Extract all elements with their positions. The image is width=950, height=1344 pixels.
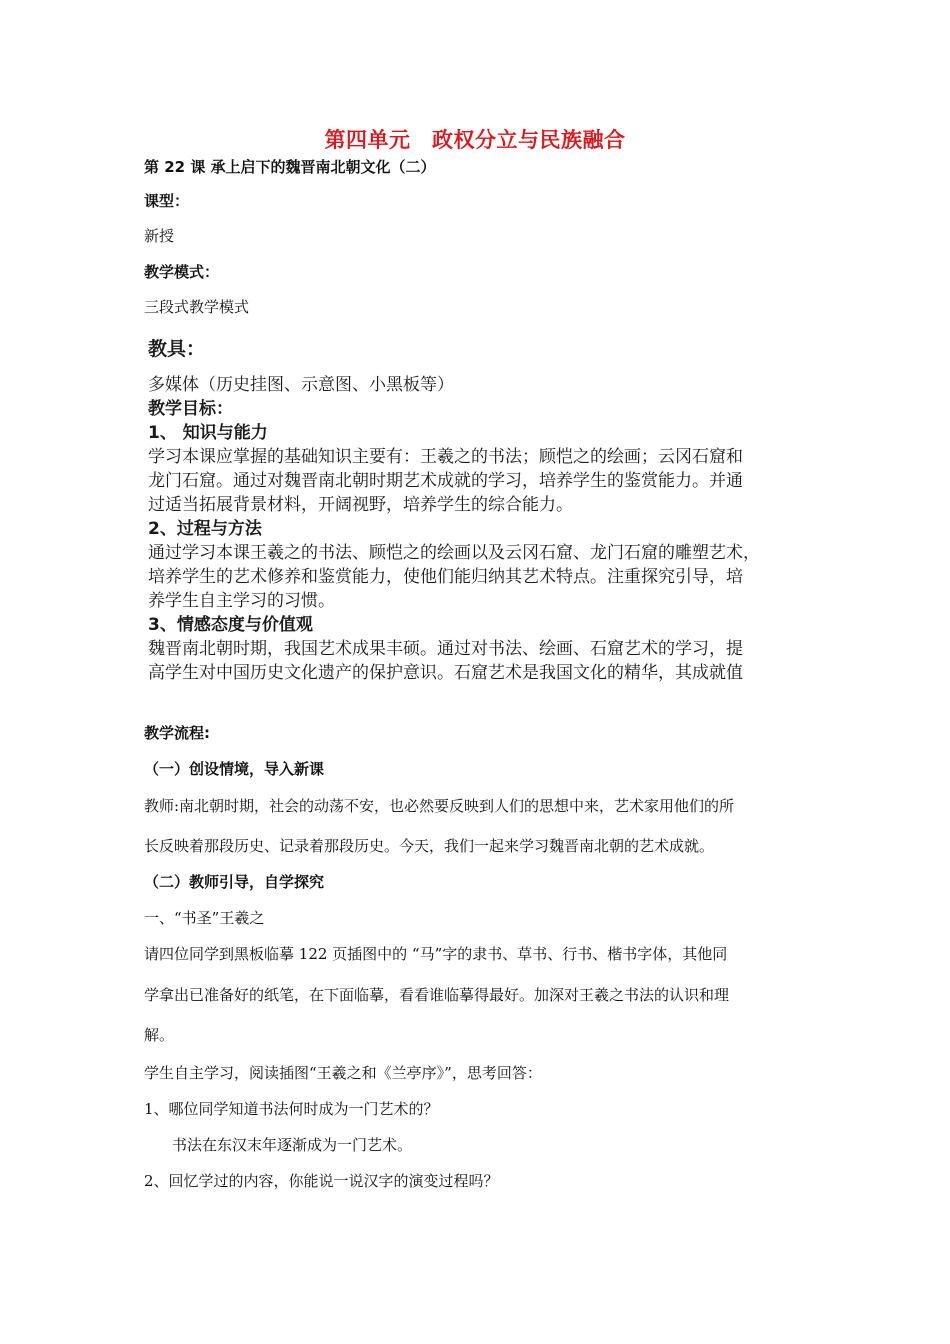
- goal1-line: 学习本课应掌握的基础知识主要有：王羲之的书法；顾恺之的绘画；云冈石窟和: [148, 447, 743, 467]
- goal1-line: 龙门石窟。通过对魏晋南北朝时期艺术成就的学习，培养学生的鉴赏能力。并通: [148, 471, 743, 491]
- task-paragraph-line: 请四位同学到黑板临摹 122 页插图中的 “马”字的隶书、草书、行书、楷书字体，其他同: [144, 945, 728, 963]
- unit-title: 第四单元 政权分立与民族融合: [324, 128, 626, 152]
- question-2: 2、回忆学过的内容，你能说一说汉字的演变过程吗？: [144, 1172, 499, 1190]
- question-1: 1、哪位同学知道书法何时成为一门艺术的？: [144, 1100, 439, 1118]
- goal2-line: 养学生自主学习的习惯。: [148, 591, 335, 611]
- step-1-heading: （一）创设情境，导入新课: [144, 760, 325, 778]
- task-paragraph-line: 解。: [144, 1026, 175, 1044]
- goal1-line: 过适当拓展背景材料，开阔视野，培养学生的综合能力。: [148, 495, 573, 515]
- goal2-line: 通过学习本课王羲之的书法、顾恺之的绘画以及云冈石窟、龙门石窟的雕塑艺术，: [148, 543, 760, 563]
- lesson-type-label: 课型：: [144, 192, 190, 210]
- task-paragraph-line: 学拿出已准备好的纸笔，在下面临摹，看看谁临摹得最好。加深对王羲之书法的认识和理: [144, 986, 730, 1004]
- goal2-heading: 2、过程与方法: [148, 519, 262, 539]
- answer-1: 书法在东汉末年逐渐成为一门艺术。: [172, 1136, 413, 1154]
- teaching-flow-label: 教学流程:: [144, 724, 210, 742]
- part-1-heading: 一、“书圣”王羲之: [144, 909, 265, 927]
- goal3-line: 高学生对中国历史文化遗产的保护意识。石窟艺术是我国文化的精华，其成就值: [148, 663, 743, 683]
- reading-instruction: 学生自主学习，阅读插图“王羲之和《兰亭序》”，思考回答：: [144, 1064, 542, 1082]
- teaching-tools-label: 教具：: [148, 338, 206, 360]
- goal3-heading: 3、情感态度与价值观: [148, 615, 313, 635]
- teacher-paragraph-line: 长反映着那段历史、记录着那段历史。今天，我们一起来学习魏晋南北朝的艺术成就。: [144, 837, 715, 855]
- lesson-title: 第 22 课 承上启下的魏晋南北朝文化（二）: [144, 158, 436, 176]
- step-2-heading: （二）教师引导，自学探究: [144, 873, 325, 891]
- teaching-mode-value: 三段式教学模式: [144, 298, 250, 316]
- goal1-heading: 1、 知识与能力: [148, 423, 268, 443]
- teaching-tools-value: 多媒体（历史挂图、示意图、小黑板等）: [148, 375, 454, 395]
- goal2-line: 培养学生的艺术修养和鉴赏能力，使他们能归纳其艺术特点。注重探究引导，培: [148, 567, 743, 587]
- goal3-line: 魏晋南北朝时期，我国艺术成果丰硕。通过对书法、绘画、石窟艺术的学习，提: [148, 639, 743, 659]
- teaching-mode-label: 教学模式：: [144, 263, 220, 281]
- teacher-paragraph-line: 教师:南北朝时期，社会的动荡不安，也必然要反映到人们的思想中来，艺术家用他们的所: [144, 797, 735, 815]
- teaching-goals-label: 教学目标：: [148, 399, 233, 419]
- lesson-type-value: 新授: [144, 227, 175, 245]
